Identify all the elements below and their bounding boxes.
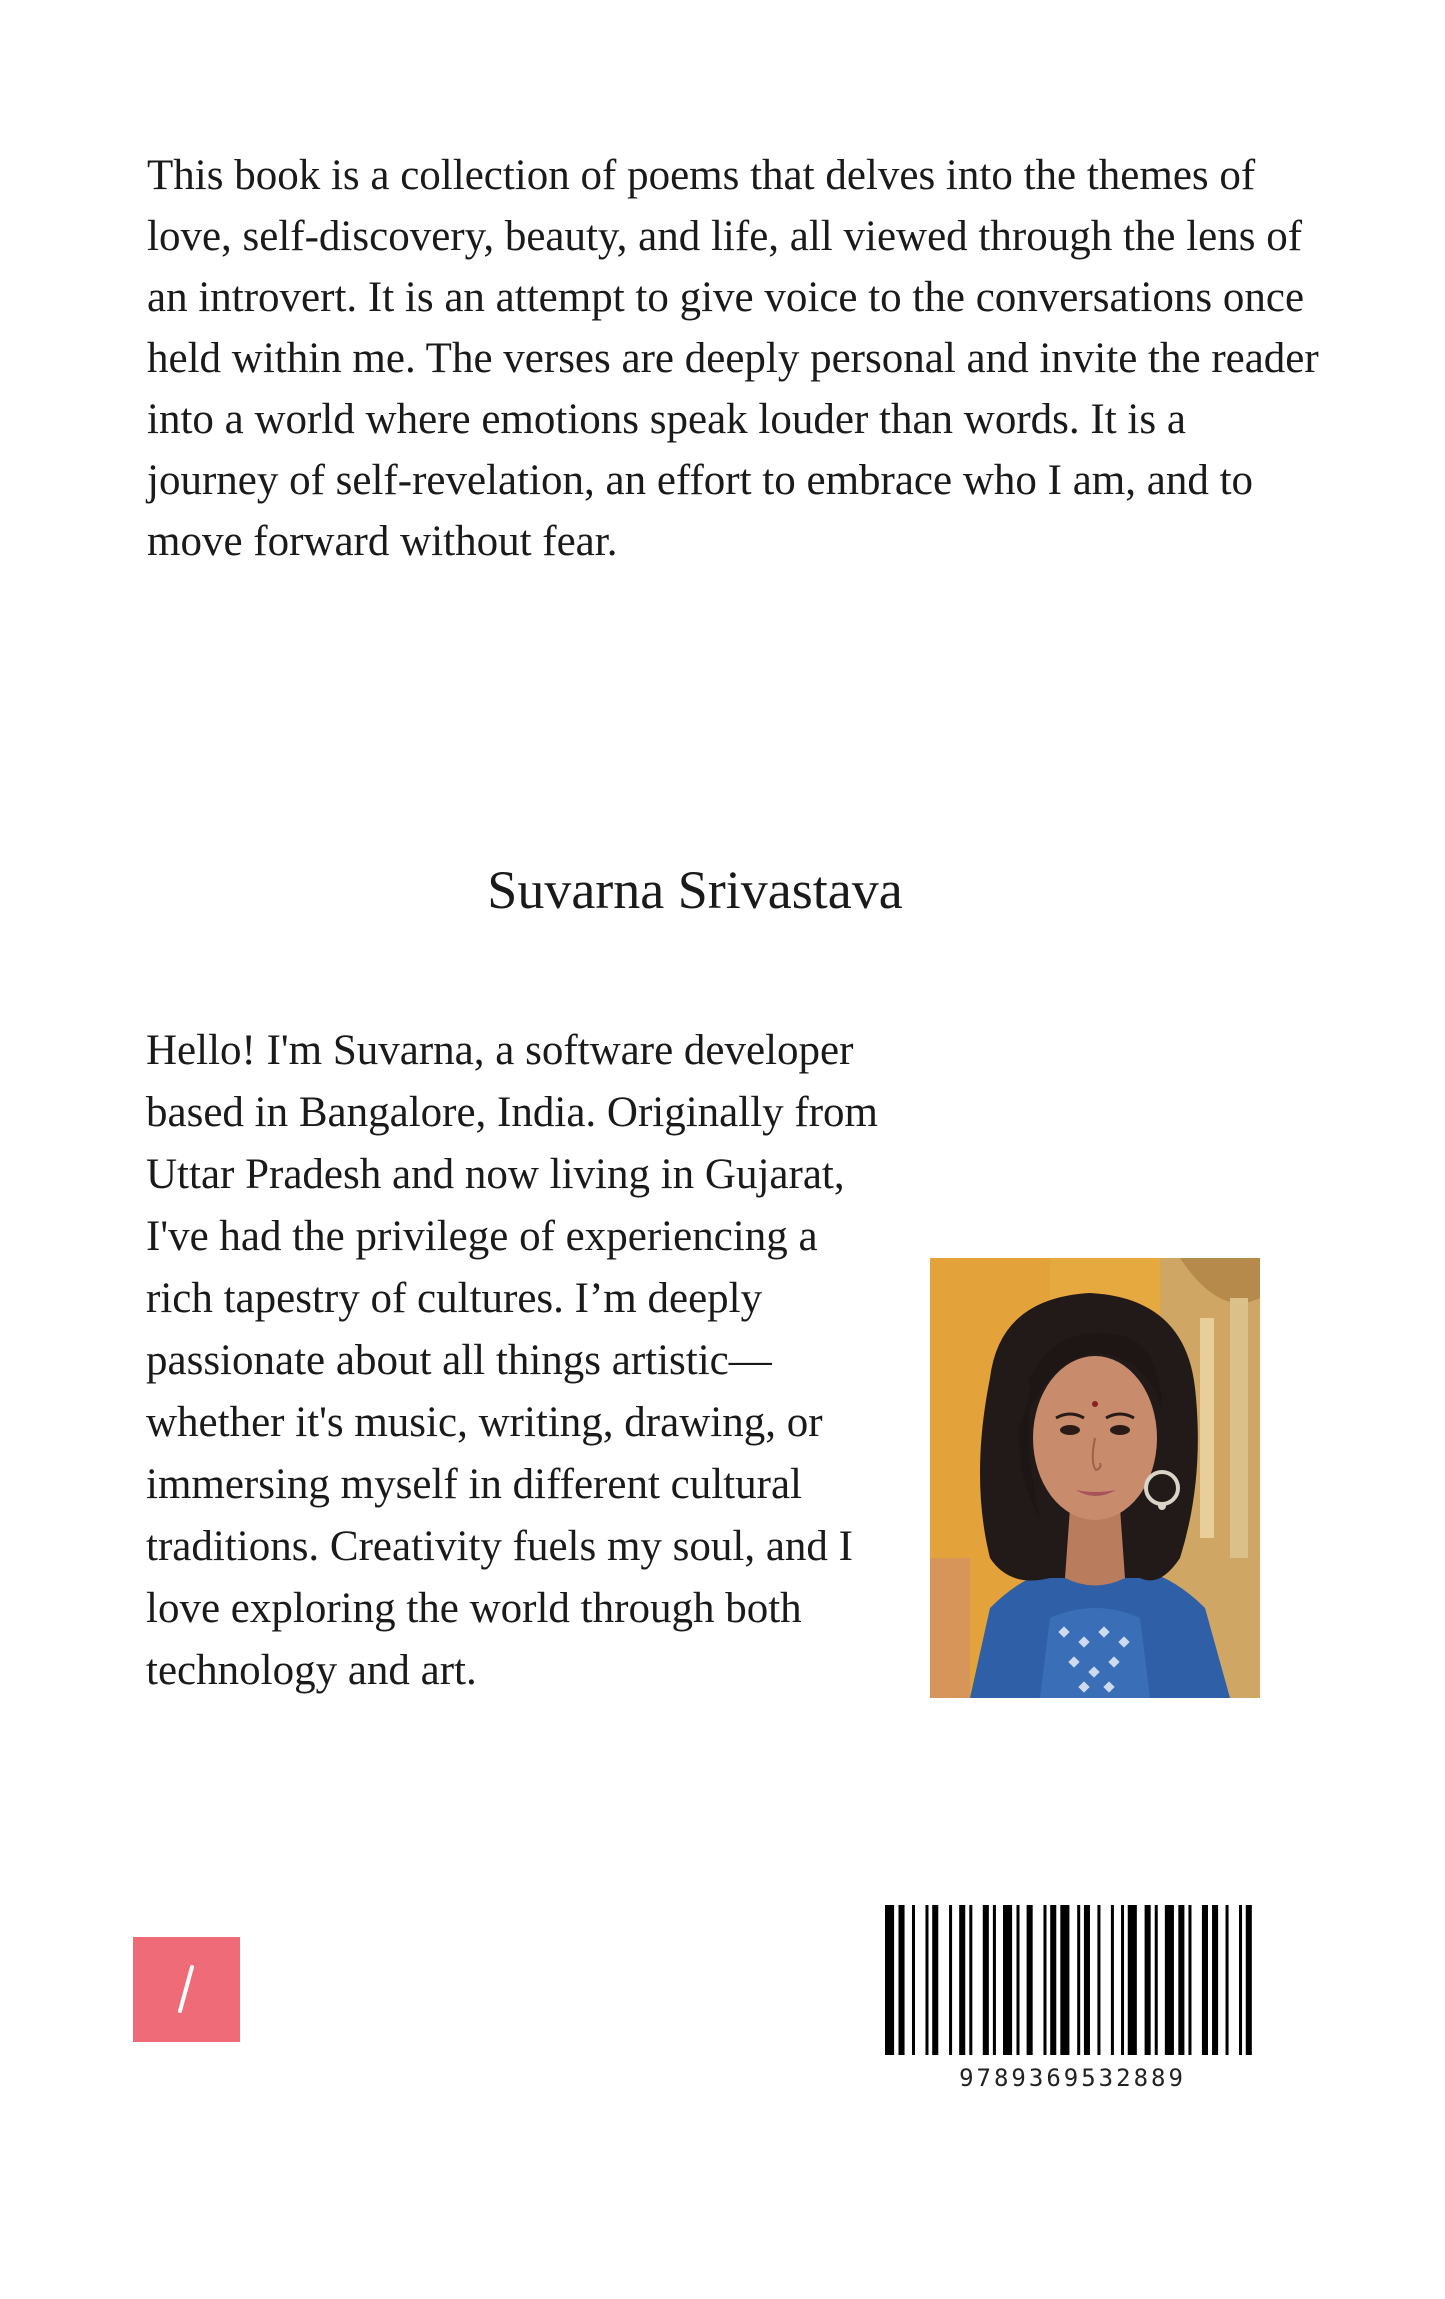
barcode-bar — [1043, 1905, 1046, 2055]
barcode-bar — [1178, 1905, 1184, 2055]
author-bio: Hello! I'm Suvarna, a software developer based in Bangalore, India. Originally from Uttar Pradesh and now living in Gujarat, I've had the privilege of experiencing a rich tapestry of cultures. I’m deeply passionate about all things artistic—whether it's music, writing, drawing, or immersing myself in different cultural traditions. Creativity fuels my soul, and I love exploring the world through both technology and art. — [146, 1027, 878, 1694]
barcode-bar — [1097, 1905, 1100, 2055]
barcode-bar — [1121, 1905, 1124, 2055]
barcode-bar — [969, 1905, 972, 2055]
barcode-bar — [1077, 1905, 1080, 2055]
barcode-bar — [912, 1905, 915, 2055]
barcode-bar — [1246, 1905, 1252, 2055]
book-blurb: This book is a collection of poems that delves into the themes of love, self-discovery, beauty, and life, all viewed through the lens of an introvert. It is an attempt to give voice to the conversations once held within me. The verses are deeply personal and invite the reader into a world where emotions speak louder than words. It is a journey of self-revelation, an effort to embrace who I am, and to move forward without fear. — [147, 152, 1319, 565]
barcode-bar — [1111, 1905, 1114, 2055]
barcode-bar — [925, 1905, 928, 2055]
barcode-bar — [1003, 1905, 1012, 2055]
barcode-bar — [993, 1905, 996, 2055]
barcode-bar — [1060, 1905, 1069, 2055]
barcode-bar — [1202, 1905, 1208, 2055]
barcode-bar — [1016, 1905, 1019, 2055]
barcode-bar — [1084, 1905, 1090, 2055]
barcode-bar — [1226, 1905, 1229, 2055]
barcode-bar — [1128, 1905, 1137, 2055]
barcode-bar — [959, 1905, 965, 2055]
barcode-bar — [1239, 1905, 1242, 2055]
barcode-bar — [1155, 1905, 1158, 2055]
author-photo — [930, 1258, 1260, 1698]
publisher-logo — [133, 1937, 240, 2042]
isbn-barcode — [885, 1905, 1260, 2055]
barcode-bar — [983, 1905, 989, 2055]
barcode-bar — [885, 1905, 894, 2055]
barcode-bar — [1050, 1905, 1056, 2055]
barcode-bar — [932, 1905, 938, 2055]
slash-logo-icon — [133, 1937, 240, 2042]
barcode-bar — [1145, 1905, 1151, 2055]
author-name: Suvarna Srivastava — [487, 860, 903, 920]
barcode-bar — [1212, 1905, 1218, 2055]
barcode-bar — [1027, 1905, 1033, 2055]
isbn-number: 9789369532889 — [959, 2064, 1186, 2092]
barcode-bar — [1188, 1905, 1191, 2055]
barcode-bar — [949, 1905, 952, 2055]
barcode-bar — [898, 1905, 904, 2055]
barcode-bar — [1165, 1905, 1174, 2055]
